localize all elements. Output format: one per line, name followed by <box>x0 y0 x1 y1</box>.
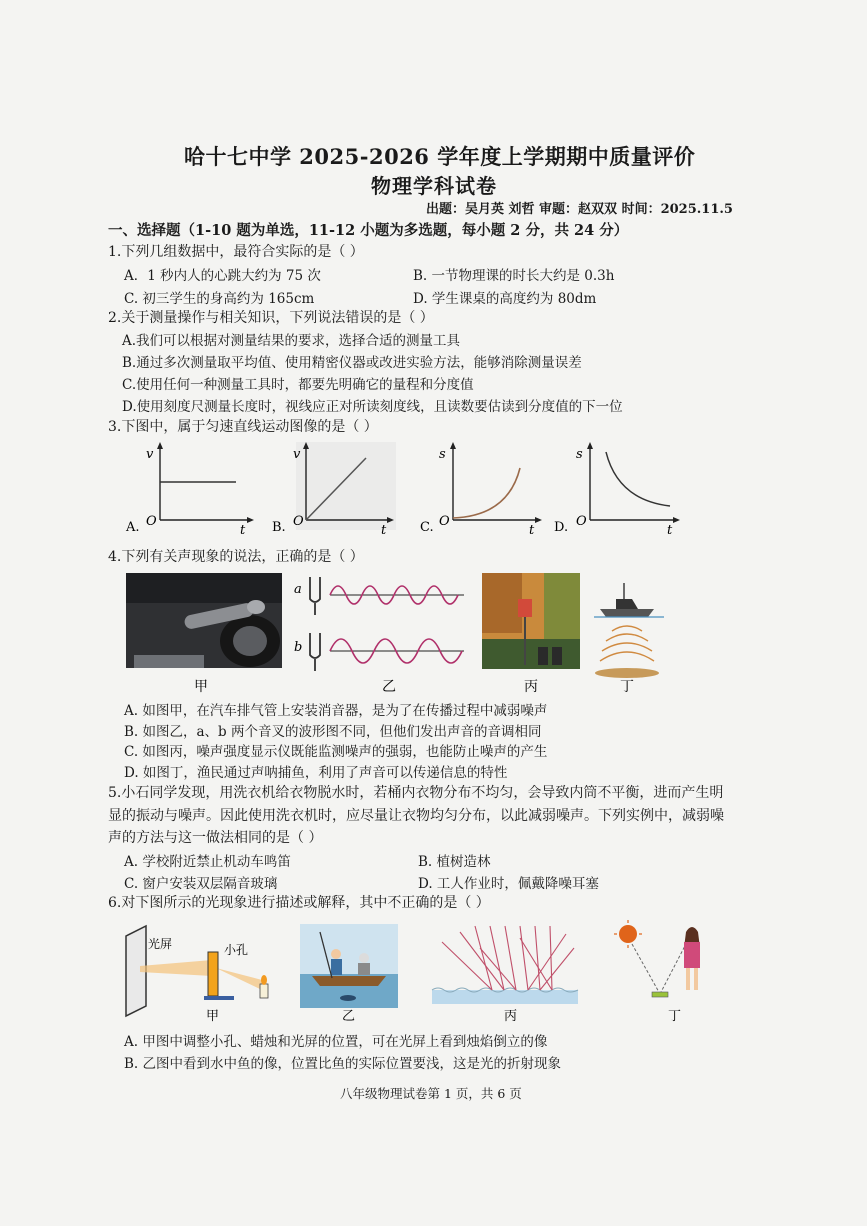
graph-a-y-arrow <box>157 442 163 449</box>
q1-option-a: A．1 秒内人的心跳大约为 75 次 <box>124 268 321 284</box>
graph-c-x-arrow <box>535 517 542 523</box>
graph-d-option-label: D. <box>554 520 569 535</box>
sun-icon <box>619 925 637 943</box>
bin-1 <box>538 647 548 665</box>
q2-option-a: A.我们可以根据对测量结果的要求，选择合适的测量工具 <box>122 333 461 349</box>
q4-label-jia: 甲 <box>194 679 208 695</box>
q4-option-b: B. 如图乙，a、b 两个音叉的波形图不同，但他们发出声音的音调相同 <box>124 724 542 740</box>
park-tree-left <box>482 573 522 633</box>
candle-icon <box>260 984 268 998</box>
graph-b-x-label: t <box>381 523 387 538</box>
graph-d-y-arrow <box>587 442 593 449</box>
girl-leg-left <box>686 968 690 990</box>
fisherman-2-head <box>359 953 369 963</box>
graph-c-option-label: C. <box>420 520 434 535</box>
figure-car-exhaust <box>126 573 282 668</box>
q4-option-a: A. 如图甲，在汽车排气管上安装消音器，是为了在传播过程中减弱噪声 <box>124 703 548 719</box>
q1-option-c: C. 初三学生的身高约为 165cm <box>124 291 315 307</box>
graph-a-x-label: t <box>240 523 246 538</box>
fisherman-1-body <box>331 959 342 975</box>
q5-stem-line1: 5.小石同学发现，用洗衣机给衣物脱水时，若桶内衣物分布不均匀，会导致内筒不平衡，进而产生明 <box>108 785 724 801</box>
graph-b-option-label: B. <box>272 520 286 535</box>
q2-option-c: C.使用任何一种测量工具时，都要先明确它的量程和分度值 <box>122 377 474 393</box>
graph-c-y-label: s <box>439 447 446 462</box>
bin-2 <box>552 647 562 665</box>
q5-stem-line3: 声的方法与这一做法相同的是（ ） <box>108 830 323 846</box>
graph-b-background <box>296 442 396 530</box>
graph-a-y-label: v <box>146 447 154 462</box>
incident-ray <box>632 944 660 994</box>
park-ground <box>482 639 580 669</box>
q6-option-a: A. 甲图中调整小孔、蜡烛和光屏的位置，可在光屏上看到烛焰倒立的像 <box>124 1034 548 1050</box>
graph-b-origin: O <box>293 514 304 529</box>
rough-surface <box>432 990 578 1004</box>
graph-b <box>272 442 396 538</box>
mirror-icon <box>652 992 668 997</box>
fork-a-label: a <box>294 582 302 597</box>
q2-stem: 2.关于测量操作与相关知识，下列说法错误的是（ ） <box>108 310 434 326</box>
q1-option-d: D. 学生课桌的高度约为 80dm <box>413 291 597 307</box>
exam-title: 哈十七中学 2025-2026 学年度上学期期中质量评价 <box>184 144 696 169</box>
graph-a-option-label: A. <box>126 520 140 535</box>
q2-option-d: D.使用刻度尺测量长度时，视线应正对所读刻度线，且读数要估读到分度值的下一位 <box>122 399 623 415</box>
q3-motion-graphs <box>118 438 688 538</box>
q4-option-d: D. 如图丁，渔民通过声呐捕鱼，利用了声音可以传递信息的特性 <box>124 765 508 781</box>
exam-meta: 出题：吴月英 刘哲 审题：赵双双 时间：2025.11.5 <box>426 202 733 217</box>
q6-label-yi: 乙 <box>342 1009 356 1024</box>
graph-a-origin: O <box>146 514 157 529</box>
fisherman-2-body <box>358 963 370 975</box>
figure-sonar-ship <box>594 583 664 678</box>
girl-body <box>684 942 700 968</box>
figure-pinhole <box>126 926 268 1016</box>
noise-display <box>518 599 532 617</box>
graph-d <box>554 442 680 538</box>
section-heading: 一、选择题（1-10 题为单选，11-12 小题为多选题，每小题 2 分，共 24 分） <box>108 222 629 239</box>
girl-leg-right <box>694 968 698 990</box>
fishing-boat <box>312 976 386 986</box>
ship-hull <box>600 609 654 617</box>
q5-option-a: A. 学校附近禁止机动车鸣笛 <box>124 854 291 870</box>
park-tree-right <box>544 573 580 643</box>
q4-label-bing: 丙 <box>524 679 538 695</box>
ground <box>134 655 204 668</box>
page-footer: 八年级物理试卷第 1 页，共 6 页 <box>340 1086 522 1101</box>
q5-option-b: B. 植树造林 <box>418 854 491 870</box>
q4-option-c: C. 如图丙，噪声强度显示仪既能监测噪声的强弱，也能防止噪声的产生 <box>124 744 548 760</box>
figure-tuning-forks <box>294 577 464 671</box>
seabed <box>595 668 659 678</box>
graph-d-y-label: s <box>576 447 583 462</box>
fisherman-1-head <box>331 949 341 959</box>
fork-a-icon <box>310 577 320 615</box>
graph-d-origin: O <box>576 514 587 529</box>
light-beam-left <box>140 960 212 976</box>
pinhole-board <box>208 952 218 996</box>
q1-option-b: B. 一节物理课的时长大约是 0.3h <box>413 268 615 284</box>
figure-fishing <box>300 924 398 1008</box>
fork-b-icon <box>310 633 320 671</box>
q5-option-d: D. 工人作业时，佩戴降噪耳塞 <box>418 876 599 892</box>
graph-c-x-label: t <box>529 523 535 538</box>
figure-mirror-reflection <box>614 920 700 997</box>
graph-c-curve <box>453 468 520 518</box>
exam-subtitle: 物理学科试卷 <box>371 174 497 198</box>
figure-diffuse-reflection <box>432 926 578 1004</box>
q6-label-jia: 甲 <box>206 1009 220 1024</box>
fork-b-label: b <box>294 640 303 655</box>
q6-light-figures <box>120 918 720 1026</box>
q4-label-ding: 丁 <box>620 679 634 695</box>
ship-cabin <box>616 599 638 609</box>
graph-b-y-label: v <box>293 447 301 462</box>
exhaust-pipe-tip <box>247 600 265 614</box>
q5-stem-line2: 显的振动与噪声。因此使用洗衣机时，应尽量让衣物均匀分布，以此减弱噪声。下列实例中，减弱噪 <box>108 808 724 824</box>
graph-d-x-arrow <box>673 517 680 523</box>
fish-icon <box>340 995 356 1001</box>
q5-option-c: C. 窗户安装双层隔音玻璃 <box>124 876 278 892</box>
graph-d-curve <box>606 452 670 506</box>
q4-label-yi: 乙 <box>382 679 396 695</box>
q6-label-bing: 丙 <box>504 1009 518 1024</box>
q1-stem: 1.下列几组数据中，最符合实际的是（ ） <box>108 244 364 260</box>
car-shadow <box>126 573 282 603</box>
hole-label: 小孔 <box>224 943 249 957</box>
light-beam-right <box>216 968 262 990</box>
graph-c <box>420 442 542 538</box>
reflected-ray <box>660 940 688 994</box>
graph-a-x-arrow <box>247 517 254 523</box>
car-rim <box>233 626 267 656</box>
figure-noise-monitor <box>482 573 580 669</box>
sonar-waves <box>600 626 654 661</box>
q4-sound-figures <box>124 569 684 699</box>
q6-stem: 6.对下图所示的光现象进行描述或解释，其中不正确的是（ ） <box>108 895 490 911</box>
candle-flame-icon <box>261 975 267 985</box>
q3-stem: 3.下图中，属于匀速直线运动图像的是（ ） <box>108 419 378 435</box>
graph-a <box>125 442 254 538</box>
graph-c-origin: O <box>439 514 450 529</box>
board-stand <box>204 996 234 1000</box>
screen-label: 光屏 <box>148 937 173 951</box>
q6-option-b: B. 乙图中看到水中鱼的像，位置比鱼的实际位置要浅，这是光的折射现象 <box>124 1056 562 1072</box>
graph-d-x-label: t <box>667 523 673 538</box>
q2-option-b: B.通过多次测量取平均值、使用精密仪器或改进实验方法，能够消除测量误差 <box>122 355 582 371</box>
graph-c-y-arrow <box>450 442 456 449</box>
q4-stem: 4.下列有关声现象的说法，正确的是（ ） <box>108 549 364 565</box>
q6-label-ding: 丁 <box>668 1009 682 1024</box>
reflected-rays <box>442 926 574 990</box>
